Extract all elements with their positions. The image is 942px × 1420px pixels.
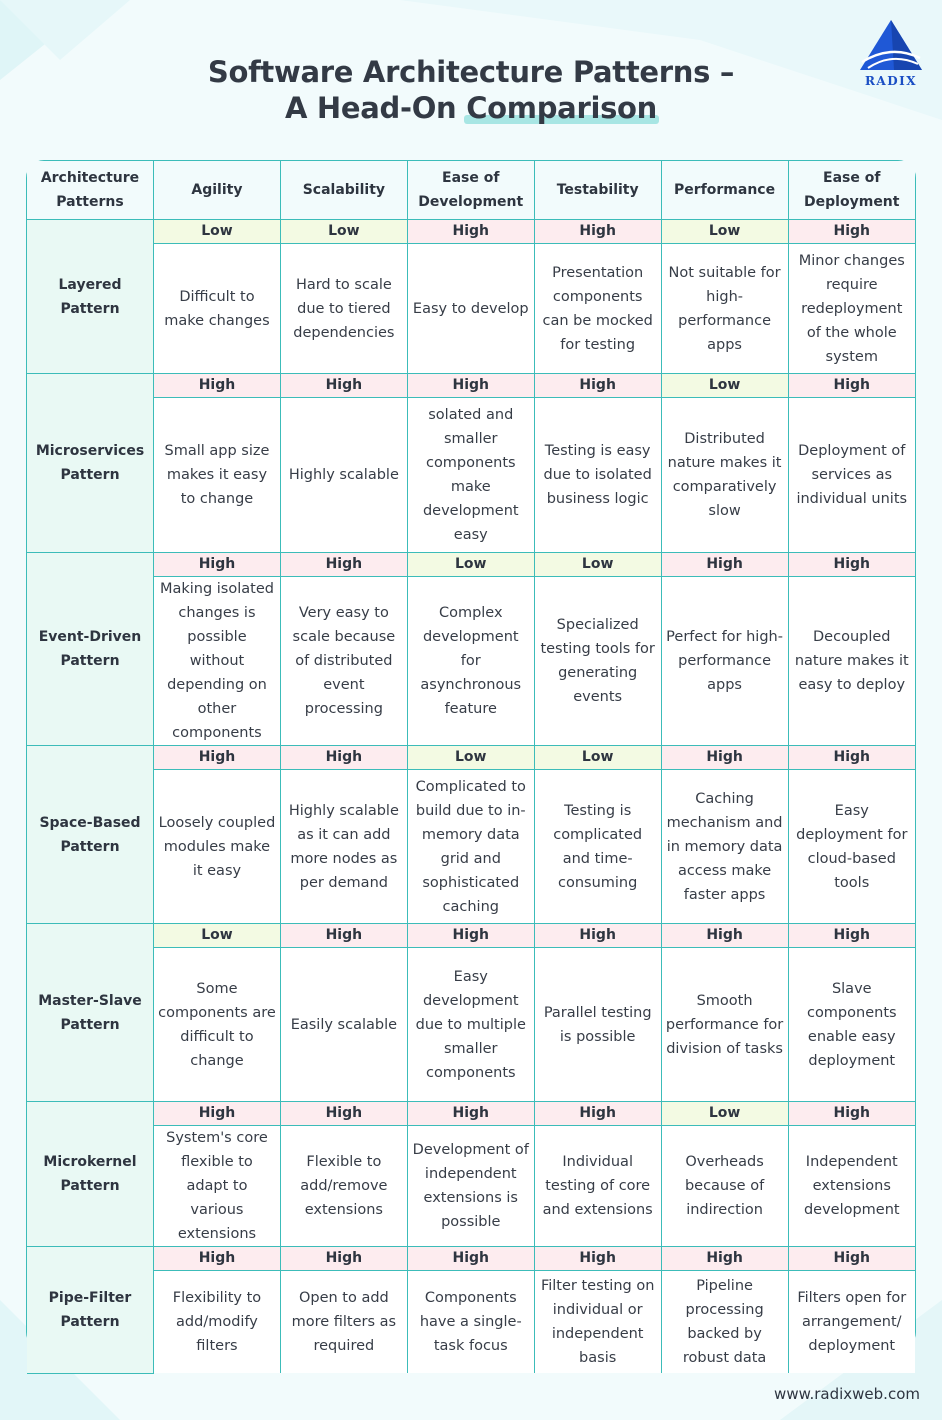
description-cell: Testing is easy due to isolated business logic xyxy=(534,398,661,553)
description-row xyxy=(27,1126,915,1247)
description-cell: Easy development due to multiple smaller components xyxy=(407,948,534,1102)
description-cell: Testing is complicated and time-consuming xyxy=(534,770,661,924)
rating-row xyxy=(27,374,915,398)
rating-badge: High xyxy=(534,924,661,948)
rating-row xyxy=(27,220,915,244)
rating-badge: Low xyxy=(534,746,661,770)
description-cell: Distributed nature makes it comparatively slow xyxy=(661,398,788,553)
rating-badge: Low xyxy=(280,220,407,244)
rating-badge: High xyxy=(280,924,407,948)
description-cell: Minor changes require redeployment of the whole system xyxy=(788,244,915,374)
rating-badge: High xyxy=(788,1102,915,1126)
rating-badge: High xyxy=(280,1102,407,1126)
rating-badge: High xyxy=(788,553,915,577)
rating-row xyxy=(27,1247,915,1271)
description-cell: Filters open for arrangement/ deployment xyxy=(788,1271,915,1374)
column-header: Agility xyxy=(154,161,281,220)
rating-badge: High xyxy=(788,746,915,770)
description-cell: Overheads because of indirection xyxy=(661,1126,788,1247)
description-cell: Easy to develop xyxy=(407,244,534,374)
rating-badge: High xyxy=(280,1247,407,1271)
description-cell: solated and smaller components make development easy xyxy=(407,398,534,553)
rating-badge: High xyxy=(788,374,915,398)
description-cell: Small app size makes it easy to change xyxy=(154,398,281,553)
description-cell: Presentation components can be mocked for testing xyxy=(534,244,661,374)
description-cell: Independent extensions development xyxy=(788,1126,915,1247)
column-header: Ease of Development xyxy=(407,161,534,220)
title-line-2 xyxy=(0,90,942,126)
rating-badge: High xyxy=(407,1102,534,1126)
rating-row xyxy=(27,746,915,770)
pattern-name: Space-Based Pattern xyxy=(27,746,154,924)
description-cell: Parallel testing is possible xyxy=(534,948,661,1102)
rating-badge: High xyxy=(534,220,661,244)
rating-badge: High xyxy=(661,553,788,577)
rating-row xyxy=(27,553,915,577)
rating-badge: High xyxy=(407,1247,534,1271)
logo-text: RADIX xyxy=(864,74,918,88)
description-cell: Complex development for asynchronous feature xyxy=(407,577,534,746)
rating-badge: High xyxy=(534,1102,661,1126)
description-cell: Caching mechanism and in memory data access make faster apps xyxy=(661,770,788,924)
description-cell: Slave components enable easy deployment xyxy=(788,948,915,1102)
rating-badge: High xyxy=(154,746,281,770)
rating-badge: High xyxy=(788,1247,915,1271)
rating-badge: High xyxy=(407,220,534,244)
rating-badge: Low xyxy=(661,374,788,398)
description-row xyxy=(27,1271,915,1374)
description-cell: System's core flexible to adapt to various extensions xyxy=(154,1126,281,1247)
description-cell: Making isolated changes is possible without depending on other components xyxy=(154,577,281,746)
rating-badge: Low xyxy=(661,220,788,244)
description-cell: Loosely coupled modules make it easy xyxy=(154,770,281,924)
rating-row xyxy=(27,924,915,948)
rating-badge: High xyxy=(154,1102,281,1126)
column-header: Performance xyxy=(661,161,788,220)
description-row xyxy=(27,398,915,553)
footer-url[interactable]: www.radixweb.com xyxy=(774,1385,920,1403)
description-cell: Pipeline processing backed by robust data xyxy=(661,1271,788,1374)
rating-badge: Low xyxy=(661,1102,788,1126)
pattern-name: Master-Slave Pattern xyxy=(27,924,154,1102)
description-cell: Highly scalable as it can add more nodes as per demand xyxy=(280,770,407,924)
rating-badge: High xyxy=(661,924,788,948)
comparison-table xyxy=(26,160,916,1366)
rating-badge: High xyxy=(280,746,407,770)
description-cell: Easy deployment for cloud-based tools xyxy=(788,770,915,924)
description-row xyxy=(27,244,915,374)
description-row xyxy=(27,577,915,746)
rating-badge: Low xyxy=(407,553,534,577)
page-title xyxy=(0,54,942,126)
title-highlight: Comparison xyxy=(466,91,658,125)
column-header: Architecture Patterns xyxy=(27,161,154,220)
description-cell: Deployment of services as individual units xyxy=(788,398,915,553)
description-cell: Perfect for high-performance apps xyxy=(661,577,788,746)
rating-badge: High xyxy=(534,1247,661,1271)
title-line-2-prefix: A Head-On xyxy=(284,91,467,125)
description-row xyxy=(27,948,915,1102)
pattern-name: Microservices Pattern xyxy=(27,374,154,553)
column-header: Ease of Deployment xyxy=(788,161,915,220)
rating-row xyxy=(27,1102,915,1126)
description-cell: Flexibility to add/modify filters xyxy=(154,1271,281,1374)
rating-badge: High xyxy=(154,374,281,398)
pattern-name: Microkernel Pattern xyxy=(27,1102,154,1247)
description-row xyxy=(27,770,915,924)
rating-badge: High xyxy=(154,1247,281,1271)
rating-badge: Low xyxy=(154,924,281,948)
header-row xyxy=(27,161,915,220)
description-cell: Very easy to scale because of distributed event processing xyxy=(280,577,407,746)
description-cell: Components have a single-task focus xyxy=(407,1271,534,1374)
description-cell: Filter testing on individual or independent basis xyxy=(534,1271,661,1374)
title-line-1: Software Architecture Patterns – xyxy=(207,55,735,89)
description-cell: Smooth performance for division of tasks xyxy=(661,948,788,1102)
rating-badge: High xyxy=(661,1247,788,1271)
column-header: Testability xyxy=(534,161,661,220)
description-cell: Individual testing of core and extensions xyxy=(534,1126,661,1247)
rating-badge: High xyxy=(280,553,407,577)
rating-badge: High xyxy=(788,220,915,244)
rating-badge: High xyxy=(534,374,661,398)
rating-badge: Low xyxy=(407,746,534,770)
rating-badge: Low xyxy=(534,553,661,577)
description-cell: Some components are difficult to change xyxy=(154,948,281,1102)
rating-badge: High xyxy=(407,924,534,948)
pattern-name: Pipe-Filter Pattern xyxy=(27,1247,154,1374)
description-cell: Easily scalable xyxy=(280,948,407,1102)
description-cell: Open to add more filters as required xyxy=(280,1271,407,1374)
rating-badge: High xyxy=(788,924,915,948)
description-cell: Flexible to add/remove extensions xyxy=(280,1126,407,1247)
description-cell: Highly scalable xyxy=(280,398,407,553)
rating-badge: High xyxy=(154,553,281,577)
description-cell: Not suitable for high-performance apps xyxy=(661,244,788,374)
description-cell: Difficult to make changes xyxy=(154,244,281,374)
rating-badge: Low xyxy=(154,220,281,244)
column-header: Scalability xyxy=(280,161,407,220)
description-cell: Hard to scale due to tiered dependencies xyxy=(280,244,407,374)
description-cell: Specialized testing tools for generating events xyxy=(534,577,661,746)
pattern-name: Event-Driven Pattern xyxy=(27,553,154,746)
rating-badge: High xyxy=(407,374,534,398)
pattern-name: Layered Pattern xyxy=(27,220,154,374)
rating-badge: High xyxy=(280,374,407,398)
description-cell: Decoupled nature makes it easy to deploy xyxy=(788,577,915,746)
description-cell: Development of independent extensions is possible xyxy=(407,1126,534,1247)
rating-badge: High xyxy=(661,746,788,770)
description-cell: Complicated to build due to in-memory data grid and sophisticated caching xyxy=(407,770,534,924)
